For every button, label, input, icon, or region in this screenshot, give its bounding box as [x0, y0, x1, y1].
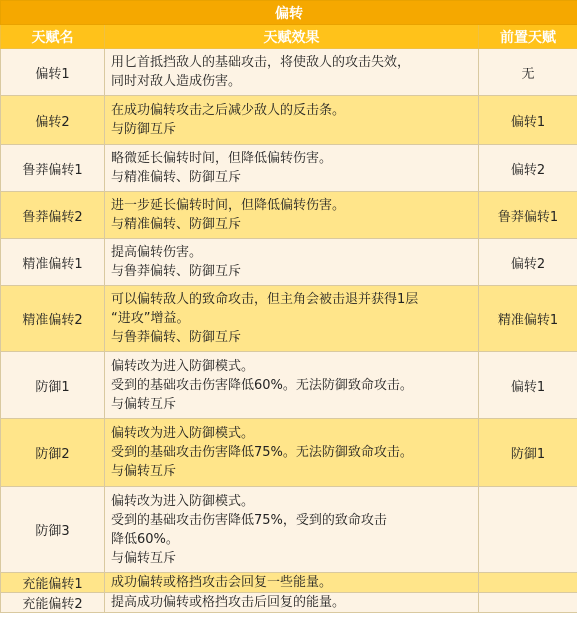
talent-effect-cell — [105, 192, 479, 239]
talent-effect-cell — [105, 286, 479, 352]
talent-effect-cell — [105, 419, 479, 487]
talent-effect-cell — [105, 239, 479, 286]
talent-name-cell: 防御2 — [1, 419, 105, 487]
table-row — [1, 49, 577, 96]
talent-name-cell: 精准偏转1 — [1, 239, 105, 286]
talent-effect-line: 受到的基础攻击伤害降低75%。无法防御致命攻击。 — [111, 445, 413, 460]
talent-effect-cell — [105, 49, 479, 96]
table-title: 偏转 — [1, 1, 577, 25]
table-row — [1, 239, 577, 286]
column-header-name: 天赋名 — [1, 25, 105, 49]
table-row — [1, 286, 577, 352]
column-header-effect: 天赋效果 — [105, 25, 479, 49]
talent-prereq-cell: 防御1 — [479, 419, 577, 487]
talent-prereq-cell: 偏转2 — [479, 239, 577, 286]
talent-prereq-cell — [479, 573, 577, 593]
talent-effect-line: 降低60%。 — [111, 531, 179, 547]
talent-effect-line: 受到的基础攻击伤害降低60%。无法防御致命攻击。 — [111, 377, 413, 393]
talent-effect-line: 与鲁莽偏转、防御互斥 — [111, 330, 242, 345]
talent-effect-line: 用匕首抵挡敌人的基础攻击，将使敌人的攻击失效， — [111, 55, 411, 70]
talent-prereq-cell: 偏转2 — [479, 145, 577, 192]
column-header-prereq: 前置天赋 — [479, 25, 577, 49]
talent-name-cell: 鲁莽偏转2 — [1, 192, 105, 239]
table-row — [1, 487, 577, 573]
talent-name-cell: 充能偏转1 — [1, 573, 105, 593]
table-body — [1, 49, 577, 613]
talent-effect-line: “进攻”增益。 — [111, 311, 190, 326]
talent-effect-cell — [105, 487, 479, 573]
talent-effect-cell — [105, 145, 479, 192]
talent-effect-line: 提高偏转伤害。 — [111, 245, 203, 260]
table-row — [1, 96, 577, 145]
table-row — [1, 192, 577, 239]
table-row — [1, 145, 577, 192]
talent-prereq-cell: 无 — [479, 49, 577, 96]
talent-prereq-cell: 鲁莽偏转1 — [479, 192, 577, 239]
talent-effect-line: 与鲁莽偏转、防御互斥 — [111, 264, 242, 279]
talent-effect-line: 略微延长偏转时间，但降低偏转伤害。 — [111, 151, 333, 166]
table-title-row — [1, 1, 577, 25]
talent-effect-line: 偏转改为进入防御模式。 — [111, 493, 255, 509]
table-header-row — [1, 25, 577, 49]
talent-effect-cell — [105, 573, 479, 593]
talent-effect-line: 偏转改为进入防御模式。 — [111, 358, 255, 374]
talent-name-cell: 鲁莽偏转1 — [1, 145, 105, 192]
talent-effect-line: 与精准偏转、防御互斥 — [111, 170, 242, 185]
talent-effect-cell — [105, 96, 479, 145]
talent-effect-cell — [105, 352, 479, 419]
talent-name-cell: 防御3 — [1, 487, 105, 573]
talent-effect-line: 可以偏转敌人的致命攻击，但主角会被击退并获得1层 — [111, 292, 419, 307]
talent-name-cell: 精准偏转2 — [1, 286, 105, 352]
talent-effect-line: 与精准偏转、防御互斥 — [111, 217, 242, 232]
talent-effect-line: 与偏转互斥 — [111, 396, 177, 412]
talent-prereq-cell — [479, 593, 577, 613]
talent-effect-line: 偏转改为进入防御模式。 — [111, 426, 255, 441]
talent-prereq-cell: 偏转1 — [479, 352, 577, 419]
talent-prereq-cell: 偏转1 — [479, 96, 577, 145]
talent-effect-cell — [105, 593, 479, 613]
talent-effect-line: 进一步延长偏转时间，但降低偏转伤害。 — [111, 198, 346, 213]
table-row — [1, 419, 577, 487]
talent-effect-line: 受到的基础攻击伤害降低75%，受到的致命攻击 — [111, 512, 387, 528]
table-row — [1, 573, 577, 593]
table-row — [1, 593, 577, 613]
talent-name-cell: 充能偏转2 — [1, 593, 105, 613]
talent-prereq-cell: 精准偏转1 — [479, 286, 577, 352]
talent-effect-line: 与防御互斥 — [111, 122, 177, 137]
table-row — [1, 352, 577, 419]
talent-name-cell: 防御1 — [1, 352, 105, 419]
talent-effect-line: 与偏转互斥 — [111, 550, 177, 566]
talent-effect-line: 在成功偏转攻击之后减少敌人的反击条。 — [111, 103, 346, 118]
talent-effect-line: 同时对敌人造成伤害。 — [111, 74, 242, 89]
talent-name-cell: 偏转1 — [1, 49, 105, 96]
talent-name-cell: 偏转2 — [1, 96, 105, 145]
talent-effect-line: 与偏转互斥 — [111, 464, 177, 479]
talent-prereq-cell — [479, 487, 577, 573]
talent-effect-line: 成功偏转或格挡攻击会回复一些能量。 — [111, 575, 333, 590]
talent-effect-line: 提高成功偏转或格挡攻击后回复的能量。 — [111, 595, 346, 610]
